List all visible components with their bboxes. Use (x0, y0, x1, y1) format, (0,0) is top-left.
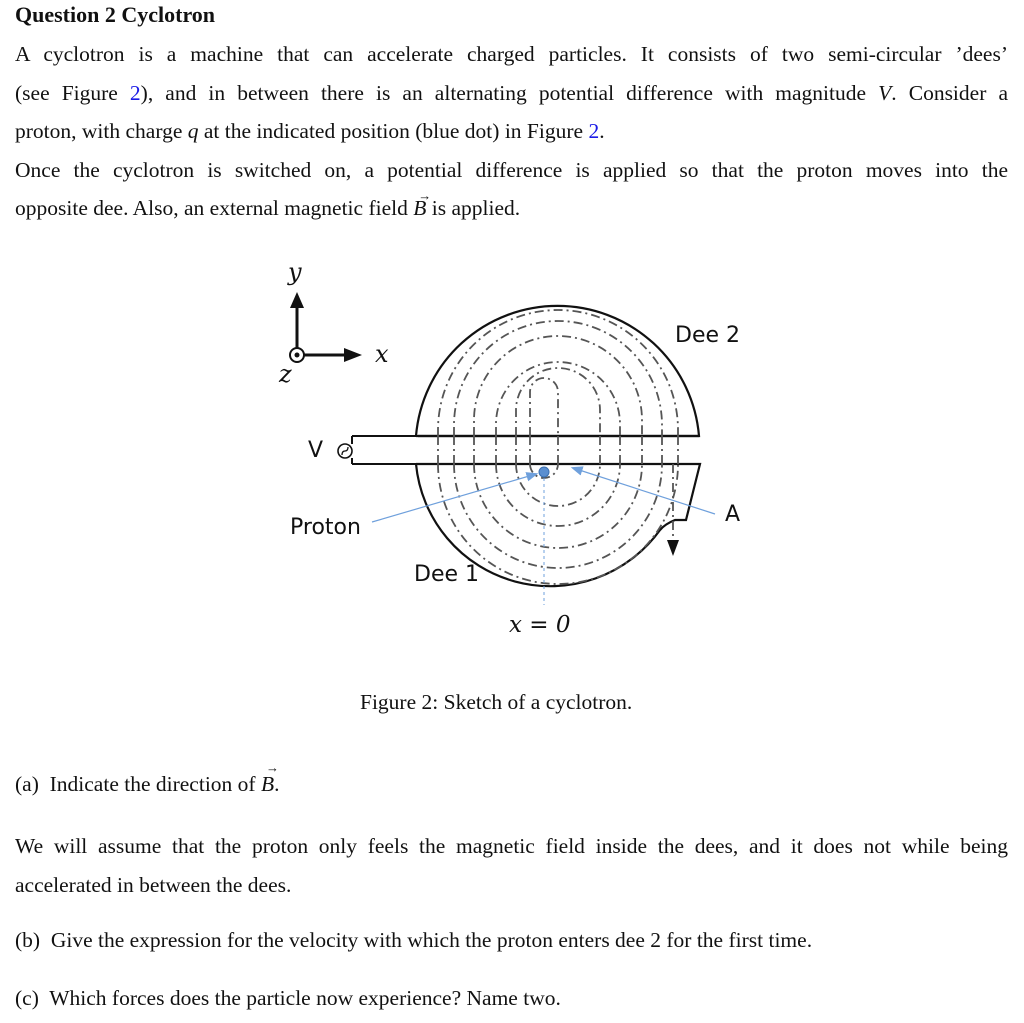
figure-reference-link[interactable]: 2 (588, 119, 600, 143)
voltage-label: V (308, 438, 324, 463)
charge-symbol: q (187, 119, 199, 143)
proton-label: Proton (290, 515, 361, 540)
voltage-source (338, 436, 418, 464)
x-axis-label: x (375, 340, 389, 368)
magnetic-field-symbol: → B (413, 189, 426, 228)
x-arrowhead-icon (344, 348, 362, 362)
question-title: Question 2 Cyclotron (15, 2, 216, 27)
x-zero-label: x = 0 (509, 612, 571, 638)
proton-spiral-path (438, 310, 678, 584)
magnetic-field-symbol: → B (261, 772, 274, 797)
dee-2-label: Dee 2 (675, 323, 741, 348)
y-axis-label: y (288, 258, 302, 286)
coordinate-axes (290, 292, 362, 362)
voltage-symbol: V (878, 80, 892, 105)
proton-dot (539, 467, 549, 477)
intro-line-5: opposite dee. Also, an external magnetic field → B is applied. (15, 189, 1008, 228)
intro-line-4: Once the cyclotron is switched on, a potential difference is applied so that the proton moves into the (15, 157, 1008, 182)
z-axis-label: z (279, 360, 292, 388)
point-a-label: A (725, 502, 741, 527)
question-part-b: (b) Give the expression for the velocity with which the proton enters dee 2 for the first time. (15, 928, 813, 952)
figure-caption: Figure 2: Sketch of a cyclotron. (360, 690, 633, 714)
y-arrowhead-icon (290, 292, 304, 308)
question-part-c: (c) Which forces does the particle now experience? Name two. (15, 986, 561, 1010)
part-c-label: (c) (15, 986, 39, 1010)
dee-1-label: Dee 1 (414, 562, 480, 587)
intro-line-2: (see Figure 2), and in between there is an alternating potential difference with magnitude V. Consider a (15, 80, 1008, 105)
proton-pointer-line (372, 474, 536, 522)
part-a-label: (a) (15, 772, 39, 796)
intro-line-1: A cyclotron is a machine that can accelerate charged particles. It consists of two semi-circular ’dees’ (15, 42, 1008, 66)
dee-2-outline (416, 306, 699, 436)
exit-arrow-icon (667, 540, 679, 556)
assumption-paragraph: We will assume that the proton only feels the magnetic field inside the dees, and it does not while being accelerated in between the dees. (15, 834, 1008, 897)
question-part-a: (a) Indicate the direction of → B. (15, 772, 279, 797)
part-b-label: (b) (15, 928, 41, 952)
intro-line-3: proton, with charge q at the indicated position (blue dot) in Figure 2. (15, 119, 605, 143)
figure-reference-link[interactable]: 2 (129, 80, 141, 105)
